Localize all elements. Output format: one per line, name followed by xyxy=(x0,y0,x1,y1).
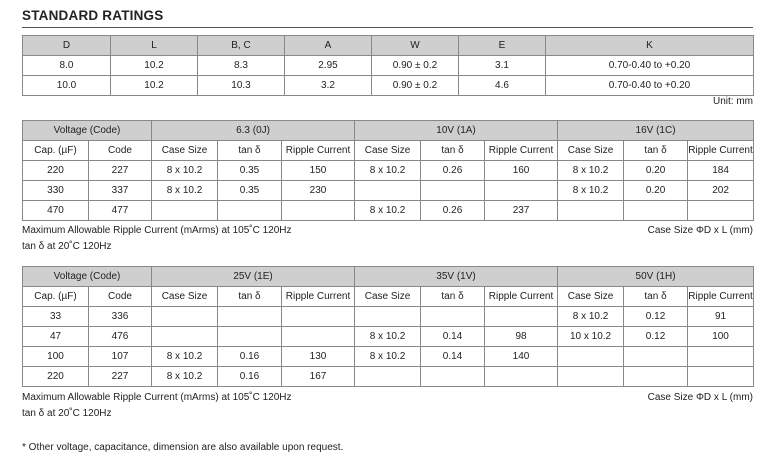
rating-cell: 477 xyxy=(89,201,152,221)
dimension-cell: 10.2 xyxy=(111,76,198,96)
rating-cell xyxy=(688,367,754,387)
group-header-row xyxy=(23,121,754,141)
table-row xyxy=(23,161,754,181)
column-header: Case Size xyxy=(355,141,421,161)
rating-cell: 8 x 10.2 xyxy=(152,161,218,181)
voltage-group-header: 10V (1A) xyxy=(355,121,558,141)
rating-cell xyxy=(485,181,558,201)
rating-cell: 130 xyxy=(282,347,355,367)
ratings-table-low-voltage xyxy=(22,120,754,221)
dimension-cell: 10.3 xyxy=(198,76,285,96)
column-header: tan δ xyxy=(624,141,688,161)
rating-cell xyxy=(558,367,624,387)
rating-cell: 184 xyxy=(688,161,754,181)
dimension-header: B, C xyxy=(198,36,285,56)
column-header: Case Size xyxy=(558,287,624,307)
footnote: * Other voltage, capacitance, dimension are also available upon request. xyxy=(22,442,344,453)
rating-cell xyxy=(152,201,218,221)
rating-cell: 0.14 xyxy=(421,347,485,367)
rating-cell: 47 xyxy=(23,327,89,347)
rating-cell: 0.35 xyxy=(218,161,282,181)
rating-cell xyxy=(624,367,688,387)
voltage-code-header: Voltage (Code) xyxy=(23,121,152,141)
dimension-cell: 0.70-0.40 to +0.20 xyxy=(546,76,754,96)
rating-cell: 470 xyxy=(23,201,89,221)
column-header: tan δ xyxy=(421,141,485,161)
rating-cell: 91 xyxy=(688,307,754,327)
rating-cell: 107 xyxy=(89,347,152,367)
ratings-table-high-voltage xyxy=(22,266,754,387)
dimension-header: K xyxy=(546,36,754,56)
rating-cell: 230 xyxy=(282,181,355,201)
rating-cell: 220 xyxy=(23,367,89,387)
rating-cell: 8 x 10.2 xyxy=(152,347,218,367)
dimension-header: L xyxy=(111,36,198,56)
column-header: Ripple Current xyxy=(282,141,355,161)
rating-cell xyxy=(152,327,218,347)
column-header: tan δ xyxy=(421,287,485,307)
column-header: Ripple Current xyxy=(688,141,754,161)
rating-cell: 336 xyxy=(89,307,152,327)
rating-cell: 167 xyxy=(282,367,355,387)
dimension-cell: 8.3 xyxy=(198,56,285,76)
rating-cell: 8 x 10.2 xyxy=(355,347,421,367)
rating-cell: 0.16 xyxy=(218,367,282,387)
rating-cell: 160 xyxy=(485,161,558,181)
rating-cell xyxy=(282,201,355,221)
column-header: Ripple Current xyxy=(282,287,355,307)
voltage-group-header: 50V (1H) xyxy=(558,267,754,287)
column-header: Ripple Current xyxy=(485,287,558,307)
rating-cell xyxy=(218,327,282,347)
rating-cell: 0.26 xyxy=(421,161,485,181)
dimension-header: A xyxy=(285,36,372,56)
rating-cell: 227 xyxy=(89,161,152,181)
voltage-group-header: 35V (1V) xyxy=(355,267,558,287)
rating-cell xyxy=(282,327,355,347)
rating-cell xyxy=(624,347,688,367)
column-header: Cap. (µF) xyxy=(23,141,89,161)
ripple-note-2: Maximum Allowable Ripple Current (mArms) at 105˚C 120Hz xyxy=(22,392,292,403)
dimension-cell: 0.70-0.40 to +0.20 xyxy=(546,56,754,76)
rating-cell: 202 xyxy=(688,181,754,201)
rating-cell: 8 x 10.2 xyxy=(355,201,421,221)
dimension-cell: 4.6 xyxy=(459,76,546,96)
rating-cell: 0.20 xyxy=(624,181,688,201)
voltage-group-header: 16V (1C) xyxy=(558,121,754,141)
column-header: Case Size xyxy=(355,287,421,307)
rating-cell: 100 xyxy=(23,347,89,367)
rating-cell: 0.16 xyxy=(218,347,282,367)
rating-cell: 8 x 10.2 xyxy=(152,181,218,201)
rating-cell xyxy=(421,367,485,387)
column-header: Case Size xyxy=(558,141,624,161)
table-row xyxy=(23,76,754,96)
table-row xyxy=(23,181,754,201)
rating-cell xyxy=(558,201,624,221)
dimension-cell: 8.0 xyxy=(23,56,111,76)
column-header: Code xyxy=(89,287,152,307)
table-row xyxy=(23,56,754,76)
rating-cell xyxy=(355,367,421,387)
rating-cell xyxy=(152,307,218,327)
voltage-group-header: 25V (1E) xyxy=(152,267,355,287)
table-row xyxy=(23,367,754,387)
table-row xyxy=(23,347,754,367)
rating-cell: 100 xyxy=(688,327,754,347)
page-title: STANDARD RATINGS xyxy=(22,8,164,23)
rating-cell xyxy=(355,181,421,201)
rating-cell xyxy=(218,307,282,327)
column-header: Cap. (µF) xyxy=(23,287,89,307)
column-header: Code xyxy=(89,141,152,161)
table-row xyxy=(23,307,754,327)
voltage-code-header: Voltage (Code) xyxy=(23,267,152,287)
rating-cell: 0.12 xyxy=(624,327,688,347)
rating-cell xyxy=(282,307,355,327)
rating-cell: 8 x 10.2 xyxy=(152,367,218,387)
dimension-header: D xyxy=(23,36,111,56)
case-size-note-2: Case Size ΦD x L (mm) xyxy=(647,392,753,403)
rating-cell: 476 xyxy=(89,327,152,347)
rating-cell xyxy=(485,307,558,327)
column-header: tan δ xyxy=(624,287,688,307)
rating-cell xyxy=(624,201,688,221)
dimension-cell: 10.0 xyxy=(23,76,111,96)
column-header: Ripple Current xyxy=(485,141,558,161)
group-header-row xyxy=(23,267,754,287)
rating-cell: 8 x 10.2 xyxy=(355,161,421,181)
dimensions-table xyxy=(22,35,754,96)
rating-cell: 227 xyxy=(89,367,152,387)
tan-note-2: tan δ at 20˚C 120Hz xyxy=(22,408,112,419)
rating-cell xyxy=(355,307,421,327)
rating-cell: 330 xyxy=(23,181,89,201)
rating-cell: 8 x 10.2 xyxy=(558,161,624,181)
rating-cell: 140 xyxy=(485,347,558,367)
dimension-header: E xyxy=(459,36,546,56)
rating-cell: 33 xyxy=(23,307,89,327)
column-header: Case Size xyxy=(152,141,218,161)
rating-cell: 150 xyxy=(282,161,355,181)
column-header: Ripple Current xyxy=(688,287,754,307)
rating-cell: 0.26 xyxy=(421,201,485,221)
tan-note-1: tan δ at 20˚C 120Hz xyxy=(22,241,112,252)
dimension-cell: 0.90 ± 0.2 xyxy=(372,56,459,76)
unit-label: Unit: mm xyxy=(713,96,753,107)
column-header: Case Size xyxy=(152,287,218,307)
rating-cell: 0.20 xyxy=(624,161,688,181)
rating-cell xyxy=(421,181,485,201)
rating-cell: 220 xyxy=(23,161,89,181)
rating-cell xyxy=(688,201,754,221)
column-header: tan δ xyxy=(218,287,282,307)
table-row xyxy=(23,201,754,221)
rating-cell: 337 xyxy=(89,181,152,201)
rating-cell: 0.35 xyxy=(218,181,282,201)
rating-cell: 8 x 10.2 xyxy=(558,181,624,201)
dimension-header: W xyxy=(372,36,459,56)
ripple-note-1: Maximum Allowable Ripple Current (mArms) at 105˚C 120Hz xyxy=(22,225,292,236)
rating-cell: 0.12 xyxy=(624,307,688,327)
rating-cell xyxy=(688,347,754,367)
dimension-cell: 0.90 ± 0.2 xyxy=(372,76,459,96)
dimension-cell: 2.95 xyxy=(285,56,372,76)
case-size-note-1: Case Size ΦD x L (mm) xyxy=(647,225,753,236)
rating-cell xyxy=(218,201,282,221)
column-header-row xyxy=(23,287,754,307)
rating-cell: 0.14 xyxy=(421,327,485,347)
rating-cell: 8 x 10.2 xyxy=(355,327,421,347)
rating-cell: 8 x 10.2 xyxy=(558,307,624,327)
table-row xyxy=(23,327,754,347)
rating-cell xyxy=(558,347,624,367)
dimension-cell: 3.2 xyxy=(285,76,372,96)
title-divider xyxy=(22,27,753,28)
column-header: tan δ xyxy=(218,141,282,161)
rating-cell: 10 x 10.2 xyxy=(558,327,624,347)
dimension-cell: 10.2 xyxy=(111,56,198,76)
rating-cell: 98 xyxy=(485,327,558,347)
rating-cell xyxy=(421,307,485,327)
column-header-row xyxy=(23,141,754,161)
rating-cell xyxy=(485,367,558,387)
voltage-group-header: 6.3 (0J) xyxy=(152,121,355,141)
rating-cell: 237 xyxy=(485,201,558,221)
dimension-cell: 3.1 xyxy=(459,56,546,76)
